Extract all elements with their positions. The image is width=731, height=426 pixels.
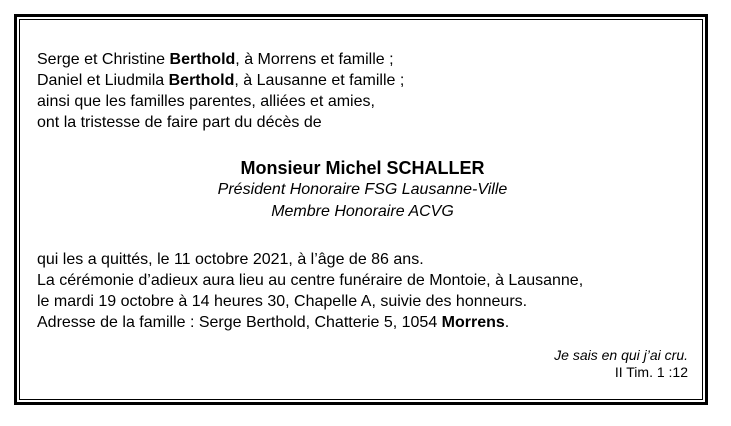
details-line-3: le mardi 19 octobre à 14 heures 30, Chapelle A, suivie des honneurs. — [37, 293, 528, 310]
details-line-4 — [37, 312, 688, 333]
intro-line-4: ont la tristesse de faire part du décès de — [37, 114, 322, 131]
details-line-1: qui les a quittés, le 11 octobre 2021, à l’âge de 86 ans. — [37, 251, 424, 268]
intro-line-1 — [37, 49, 688, 70]
family-intro-paragraph — [37, 49, 688, 133]
intro-line-1-text: Serge et Christine — [37, 51, 170, 68]
intro-line-3: ainsi que les familles parentes, alliées et amies, — [37, 93, 375, 110]
notice-outer-frame — [14, 14, 708, 405]
details-line-4-tail: . — [504, 314, 510, 331]
scripture-reference: II Tim. 1 :12 — [614, 364, 688, 380]
deceased-role-2: Membre Honoraire ACVG — [271, 203, 454, 220]
intro-line-2-tail: , à Lausanne et famille ; — [234, 72, 405, 89]
address-town-morrens: Morrens — [441, 314, 505, 331]
deceased-role-1: Président Honoraire FSG Lausanne-Ville — [217, 181, 508, 198]
ceremony-details-paragraph — [37, 249, 688, 333]
family-address-text: Adresse de la famille : Serge Berthold, Chatterie 5, 1054 — [37, 314, 442, 331]
scripture-quote-block — [37, 347, 688, 381]
deceased-block — [37, 157, 688, 223]
intro-line-2 — [37, 70, 688, 91]
scripture-quote: Je sais en qui j’ai cru. — [554, 347, 688, 363]
intro-line-1-tail: , à Morrens et famille ; — [235, 51, 394, 68]
details-line-2: La cérémonie d’adieux aura lieu au centre funéraire de Montoie, à Lausanne, — [37, 272, 584, 289]
notice-inner-frame — [19, 19, 703, 400]
family-name-berthold: Berthold — [169, 51, 236, 68]
deceased-name: Monsieur Michel SCHALLER — [240, 158, 485, 178]
intro-line-2-text: Daniel et Liudmila — [37, 72, 169, 89]
family-name-berthold: Berthold — [168, 72, 235, 89]
